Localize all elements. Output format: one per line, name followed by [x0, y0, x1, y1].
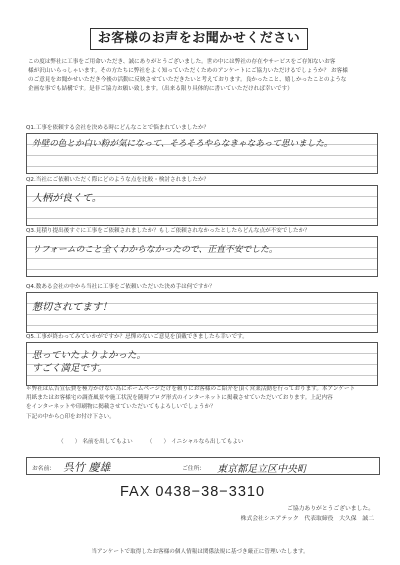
consent-options	[58, 437, 358, 445]
question-2-answer-box[interactable]	[26, 185, 378, 226]
notice-line: をインターネットや印刷物に掲載させていただいてもよろしいでしょうか？	[26, 404, 216, 411]
question-1	[26, 124, 378, 174]
consent-option-name-label: 名前を出してもよい	[82, 439, 133, 445]
question-2	[26, 176, 378, 226]
question-1-answer-box[interactable]	[26, 133, 378, 174]
consent-option-initials-label: イニシャルなら出してもよい	[171, 439, 244, 445]
question-1-answer: 外壁の色とか白い粉が気になって、そろそろやらなきゃなあって思いました。	[32, 139, 333, 149]
question-3-answer: リフォームのこと全くわからなかったので、正直不安でした。	[32, 245, 278, 255]
consent-bracket-open: （ ）	[146, 439, 170, 445]
notice-line: ＊弊社は広告宣伝費を極力かけない為にホームページだけを頼りにお客様のご紹介を頂く営業活動を行っております。本アンケート	[26, 386, 356, 392]
page-title: お客様のお声をお聞かせください	[90, 28, 308, 50]
notice-line: 用紙またはお客様宅の調査風景や施工状況を随時ブログ形式のインターネットに掲載させていただいております。上記内容	[26, 395, 333, 402]
fax-number: FAX 0438−38−3310	[120, 484, 266, 500]
intro-line: 企画な事でも結構です。是非ご協力お願い致します。（出来る限り具体的に書いていただければ幸いです）	[28, 86, 293, 92]
company-signature: 株式会社シエアテック 代表取締役 大久保 誠二	[240, 516, 374, 522]
question-2-label: Q2.当社にご依頼いただく際にどのような点を比較・検討されましたか？	[26, 177, 210, 183]
question-4	[26, 283, 378, 333]
thanks-text: ご協力ありがとうございました。	[287, 506, 374, 512]
address-value[interactable]: 東京都足立区中央町	[217, 464, 307, 475]
question-1-label: Q1.工事を依頼する会社を決める時にどんなことで悩まれていましたか？	[26, 125, 210, 131]
notice-line: 下記の中から○印をお付け下さい。	[26, 413, 115, 420]
question-5-label: Q5.工事が終わってみていかがですか？忌憚のないご意見を頂戴できましたら幸いです。	[26, 334, 248, 340]
consent-option-name[interactable]	[58, 437, 133, 445]
question-3	[26, 227, 378, 277]
closing-block	[154, 504, 374, 524]
question-5-answer-line-2: すごく満足です。	[32, 363, 108, 374]
intro-line: のご意見をお聞かせいただき今後の活動に反映させていただきたいと考えております。良かったこと、嬉しかったことのような	[28, 77, 347, 83]
address-label: ご住所:	[182, 466, 202, 472]
name-value[interactable]: 呉竹 慶雄	[63, 461, 111, 474]
question-3-answer-box[interactable]	[26, 236, 378, 277]
intro-text	[28, 58, 378, 94]
question-4-label: Q4.数ある会社の中から当社に工事をご依頼いただいた決め手は何ですか？	[26, 284, 215, 290]
question-3-label: Q3.見積り提出後すぐに工事をご依頼されましたか？もしご依頼されなかったとしたらどんな点が不安でしたか？	[26, 228, 310, 234]
name-label: お名前:	[32, 466, 52, 472]
consent-bracket-open: （ ）	[58, 439, 81, 445]
intro-line: この度は弊社に工事をご用命いただき、誠にありがとうございました。世の中には弊社の存在やサービスをご存知ないお客	[28, 59, 336, 65]
question-5-answer-line-1: 思っていたよりよかった。	[32, 350, 147, 361]
publication-notice	[26, 385, 380, 422]
privacy-footer: 当アンケートで取得したお客様の個人情報は関係法規に基づき厳正に管理いたします。	[91, 549, 309, 555]
question-5	[26, 333, 378, 386]
question-5-answer-box[interactable]	[26, 342, 378, 386]
intro-line: 様が沢山いらっしゃいます。その方たちに弊社をよく知っていただくためのアンケートにご協力いただけるでしょうか？ お客様	[28, 68, 348, 74]
question-4-answer-box[interactable]	[26, 292, 378, 333]
consent-option-initials[interactable]	[147, 437, 244, 445]
customer-info-row	[26, 457, 380, 475]
question-2-answer: 人柄が良くて。	[32, 193, 102, 204]
question-4-answer: 懇切されてます！	[32, 302, 112, 313]
